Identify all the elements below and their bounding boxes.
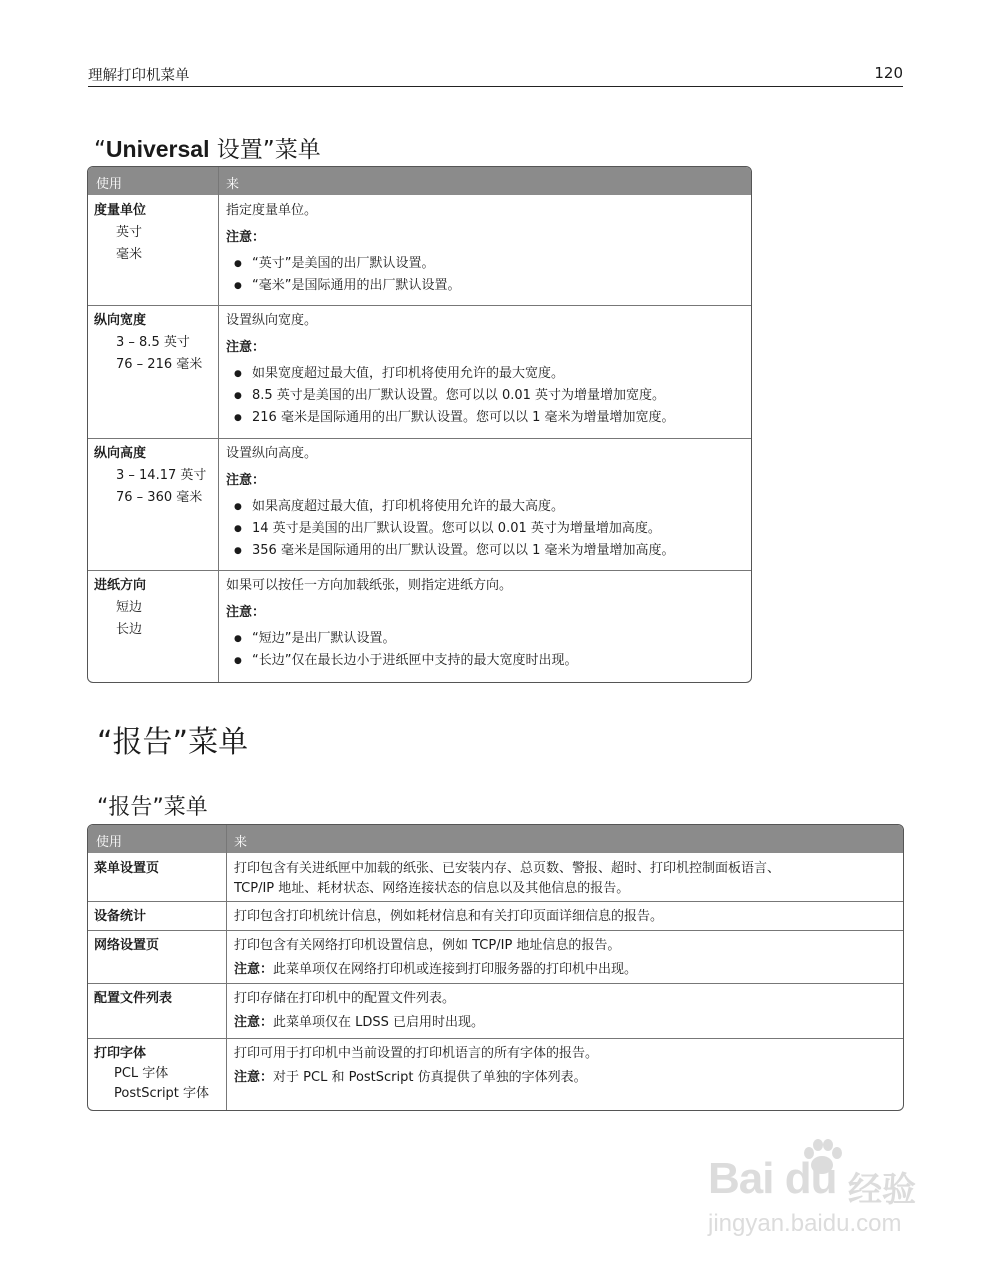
setting-description: 如果可以按任一方向加载纸张，则指定进纸方向。 注意： ● “短边”是出厂默认设置。 ● “长边”仅在最长边小于进纸匣中支持的最大宽度时出现。: [226, 575, 746, 672]
report-description: 打印包含有关网络打印机设置信息，例如 TCP/IP 地址信息的报告。 注意：此菜单项仅在网络打印机或连接到打印服务器的打印机中出现。: [234, 938, 638, 977]
report-name: 配置文件列表: [94, 991, 173, 1006]
reports-section-title: “报告”菜单: [97, 725, 249, 760]
setting-option: 毫米: [116, 247, 143, 262]
report-name: 设备统计: [94, 909, 147, 924]
report-description: 打印包含有关进纸匣中加载的纸张、已安装内存、总页数、警报、超时、打印机控制面板语言、 TCP/IP 地址、耗材状态、网络连接状态的信息以及其他信息的报告。: [234, 861, 781, 896]
watermark-logo: Bai du: [708, 1154, 837, 1203]
setting-option: 长边: [116, 622, 143, 637]
setting-name: 纵向高度: [94, 446, 147, 461]
table-row: [94, 200, 214, 266]
setting-option: 英寸: [116, 225, 143, 240]
reports-menu-title: “报告”菜单: [97, 795, 208, 820]
setting-option: 76 – 216 毫米: [116, 357, 203, 372]
watermark-url: jingyan.baidu.com: [708, 1210, 902, 1237]
setting-option: 3 – 14.17 英寸: [116, 468, 207, 483]
report-name: 网络设置页: [94, 938, 160, 953]
reports-table: [87, 824, 904, 1111]
setting-description: 指定度量单位。 注意： ● “英寸”是美国的出厂默认设置。 ● “毫米”是国际通用的出厂默认设置。: [226, 200, 746, 297]
baidu-jingyan-watermark: [700, 1140, 930, 1250]
report-description: 打印包含打印机统计信息，例如耗材信息和有关打印页面详细信息的报告。: [234, 909, 664, 924]
report-option: PCL 字体: [114, 1066, 169, 1081]
col-header-use: 使用: [96, 177, 123, 192]
col-header-use: 使用: [96, 835, 123, 850]
setting-option: 76 – 360 毫米: [116, 490, 203, 505]
report-name: 菜单设置页: [94, 861, 160, 876]
setting-option: 短边: [116, 600, 143, 615]
report-description: 打印存储在打印机中的配置文件列表。 注意：此菜单项仅在 LDSS 已启用时出现。: [234, 991, 485, 1030]
setting-name: 进纸方向: [94, 578, 147, 593]
report-name-group: [94, 1044, 226, 1104]
table-row: [94, 443, 218, 509]
table-header: [88, 825, 903, 853]
chapter-title: 理解打印机菜单: [88, 68, 190, 84]
report-name: 打印字体: [94, 1046, 147, 1061]
table-row: [94, 575, 218, 641]
table-row: [94, 310, 218, 376]
page-number: 120: [874, 64, 903, 82]
setting-description: 设置纵向宽度。 注意： ● 如果宽度超过最大值，打印机将使用允许的最大宽度。 ● 8.5 英寸是美国的出厂默认设置。您可以以 0.01 英寸为增量增加宽度。 ● 216 毫米是国际通用的出厂默认设置。您可以以 1 毫米为增量增加宽度。: [226, 310, 748, 429]
setting-description: 设置纵向高度。 注意： ● 如果高度超过最大值，打印机将使用允许的最大高度。 ● 14 英寸是美国的出厂默认设置。您可以以 0.01 英寸为增量增加高度。 ● 356 毫米是国际通用的出厂默认设置。您可以以 1 毫米为增量增加高度。: [226, 443, 748, 562]
setting-name: 度量单位: [94, 203, 147, 218]
report-description: 打印可用于打印机中当前设置的打印机语言的所有字体的报告。 注意：对于 PCL 和 PostScript 仿真提供了单独的字体列表。: [234, 1046, 599, 1085]
watermark-cn: 经验: [848, 1170, 916, 1210]
setting-option: 3 – 8.5 英寸: [116, 335, 190, 350]
page-header: [88, 62, 903, 87]
col-header-to: 来: [234, 835, 248, 850]
col-header-to: 来: [226, 177, 240, 192]
report-option: PostScript 字体: [114, 1086, 210, 1101]
universal-menu-title: “Universal 设置”菜单: [94, 136, 321, 163]
setting-name: 纵向宽度: [94, 313, 147, 328]
table-header: [88, 167, 751, 195]
universal-settings-table: [87, 166, 752, 683]
